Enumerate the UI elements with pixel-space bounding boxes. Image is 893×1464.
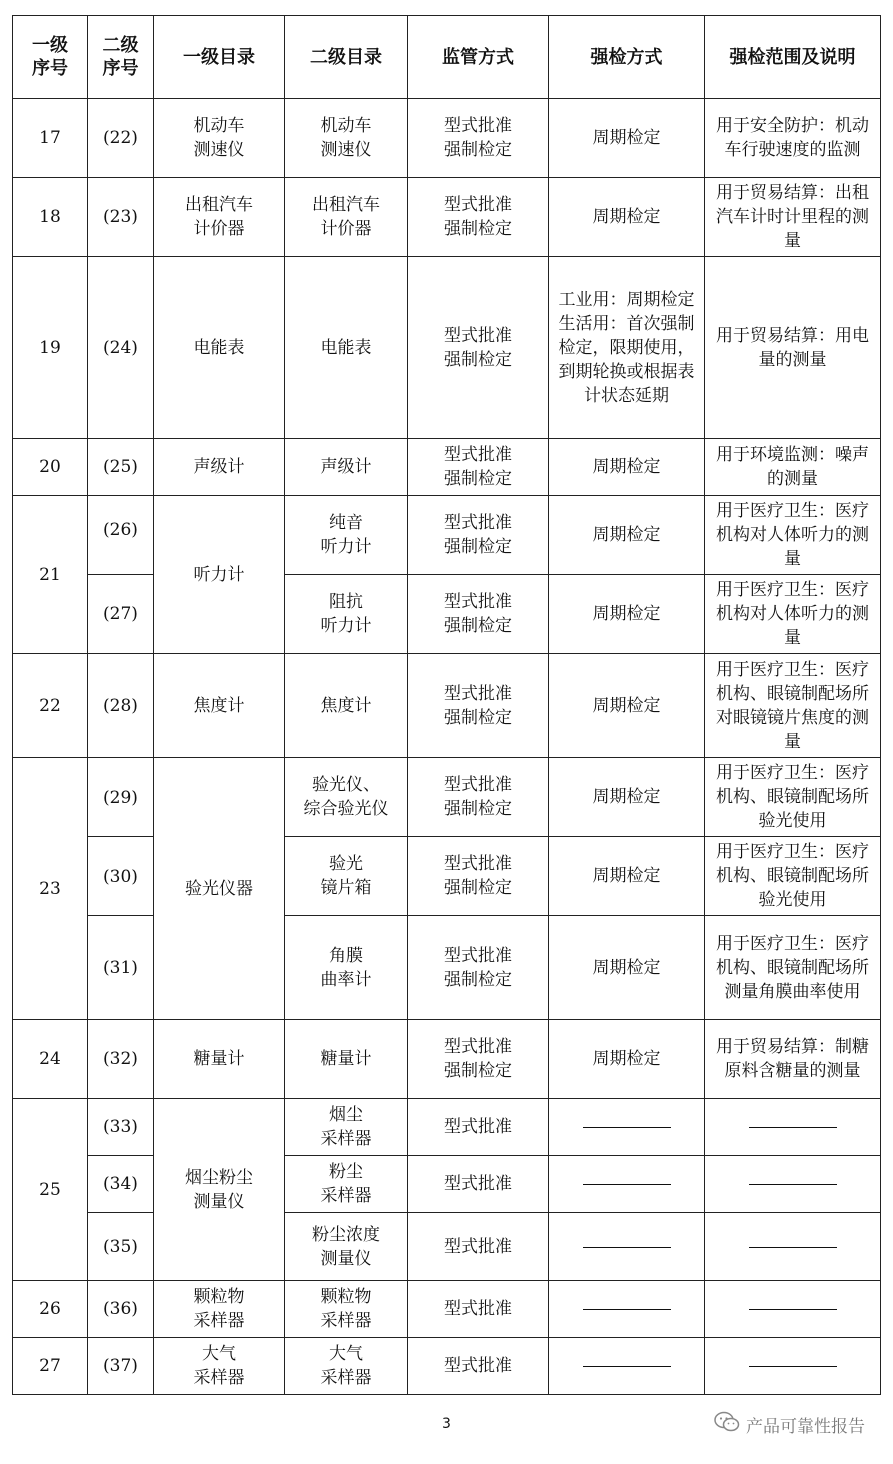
text-line: 烟尘粉尘: [185, 1167, 253, 1188]
watermark-text: 产品可靠性报告: [746, 1417, 865, 1437]
text-line: 电能表: [193, 337, 245, 358]
text-line: 出租汽车: [312, 195, 380, 215]
level2-category: [285, 496, 408, 575]
level1-number: 18: [13, 178, 88, 257]
text-line: 强制检定: [444, 537, 512, 557]
text-line: 听力计: [320, 616, 372, 636]
level2-category: [285, 1156, 408, 1213]
text-line: 纯音: [329, 513, 363, 533]
supervision-method: [408, 916, 549, 1020]
regulation-table: [12, 15, 881, 1395]
level2-number: (30): [88, 837, 154, 916]
text-line: 粉尘浓度: [312, 1224, 380, 1245]
inspection-method-dash: [549, 1213, 705, 1281]
level2-number: (31): [88, 916, 154, 1020]
table-row: [13, 916, 881, 1020]
table-row: [13, 439, 881, 496]
table-row: [13, 257, 881, 439]
level2-category: [285, 837, 408, 916]
inspection-scope: 用于贸易结算：用电量的测量: [705, 257, 881, 439]
table-row: [13, 1281, 881, 1338]
text-line: 出租汽车: [185, 195, 253, 215]
text-line: 型式批准: [444, 445, 512, 465]
level1-number: 21: [13, 496, 88, 654]
supervision-method: [408, 1156, 549, 1213]
text-line: 糖量计: [320, 1049, 372, 1069]
text-line: 镜片箱: [320, 878, 372, 898]
text-line: 生活用：首次强制检定，限期使用，到期轮换或根据表计状态延期: [558, 313, 695, 406]
header-cell: [154, 16, 285, 99]
level2-category: [285, 758, 408, 837]
inspection-method: [549, 257, 705, 439]
text-line: 周期检定: [592, 525, 661, 545]
inspection-method: [549, 916, 705, 1020]
level2-category: [285, 654, 408, 758]
page-number: 3: [442, 1416, 451, 1432]
level1-number: 22: [13, 654, 88, 758]
inspection-scope-dash: [705, 1156, 881, 1213]
text-line: 声级计: [320, 457, 372, 477]
inspection-method: [549, 837, 705, 916]
level2-category: [285, 1020, 408, 1099]
text-line: 机动车: [193, 116, 245, 136]
header-cell: [285, 16, 408, 99]
table-row: [13, 1213, 881, 1281]
supervision-method: [408, 178, 549, 257]
table-row: [13, 575, 881, 654]
level1-category: [154, 1338, 285, 1395]
level2-number: (22): [88, 99, 154, 178]
text-line: 周期检定: [592, 457, 661, 477]
level2-category: [285, 1338, 408, 1395]
inspection-scope-dash: [705, 1281, 881, 1338]
header-cell: [549, 16, 705, 99]
text-line: 验光: [329, 854, 363, 874]
text-line: 焦度计: [320, 695, 372, 716]
text-line: 型式批准: [444, 1299, 512, 1319]
text-line: 测速仪: [320, 140, 372, 160]
text-line: 采样器: [193, 1368, 245, 1388]
text-line: 阻抗: [329, 592, 363, 612]
supervision-method: [408, 496, 549, 575]
level1-category: [154, 178, 285, 257]
inspection-method: [549, 178, 705, 257]
level2-number: (24): [88, 257, 154, 439]
inspection-scope: 用于贸易结算：出租汽车计时计里程的测量: [705, 178, 881, 257]
inspection-scope-dash: [705, 1338, 881, 1395]
text-line: 测量仪: [320, 1248, 372, 1269]
text-line: 电能表: [320, 337, 372, 358]
header-row: [13, 16, 881, 99]
supervision-method: [408, 1099, 549, 1156]
text-line: 型式批准: [444, 683, 512, 704]
supervision-method: [408, 439, 549, 496]
inspection-method-dash: [549, 1338, 705, 1395]
inspection-method: [549, 758, 705, 837]
inspection-scope: 用于医疗卫生：医疗机构、眼镜制配场所验光使用: [705, 837, 881, 916]
text-line: 粉尘: [329, 1162, 363, 1182]
level2-number: (27): [88, 575, 154, 654]
text-line: 听力计: [193, 564, 245, 585]
text-line: 型式批准: [444, 1356, 512, 1376]
text-line: 一级: [32, 35, 68, 56]
level1-category: [154, 496, 285, 654]
level2-number: (35): [88, 1213, 154, 1281]
level1-category: [154, 1281, 285, 1338]
inspection-scope: 用于环境监测：噪声的测量: [705, 439, 881, 496]
level2-number: (25): [88, 439, 154, 496]
level1-category: [154, 257, 285, 439]
text-line: 型式批准: [444, 325, 512, 346]
supervision-method: [408, 1213, 549, 1281]
level1-category: [154, 654, 285, 758]
text-line: 周期检定: [592, 207, 661, 227]
text-line: 二级目录: [310, 46, 382, 68]
level2-number: (23): [88, 178, 154, 257]
inspection-scope: 用于贸易结算：制糖原料含糖量的测量: [705, 1020, 881, 1099]
text-line: 角膜: [329, 945, 363, 966]
text-line: 型式批准: [444, 1236, 512, 1257]
text-line: 大气: [202, 1344, 236, 1364]
text-line: 强制检定: [444, 616, 512, 636]
inspection-scope: 用于安全防护：机动车行驶速度的监测: [705, 99, 881, 178]
level2-category: [285, 575, 408, 654]
text-line: 验光仪、: [312, 775, 380, 795]
text-line: 型式批准: [444, 775, 512, 795]
text-line: 采样器: [320, 1311, 372, 1331]
table-row: [13, 758, 881, 837]
level1-number: 27: [13, 1338, 88, 1395]
text-line: 强制检定: [444, 469, 512, 489]
text-line: 焦度计: [193, 695, 245, 716]
text-line: 周期检定: [592, 1049, 661, 1069]
supervision-method: [408, 837, 549, 916]
level1-category: [154, 758, 285, 1020]
text-line: 糖量计: [193, 1049, 245, 1069]
text-line: 计价器: [193, 219, 245, 239]
header-cell: [705, 16, 881, 99]
text-line: 型式批准: [444, 1117, 512, 1137]
level2-number: (26): [88, 496, 154, 575]
level2-number: (36): [88, 1281, 154, 1338]
text-line: 计价器: [320, 219, 372, 239]
text-line: 二级: [102, 35, 139, 56]
level1-number: 25: [13, 1099, 88, 1281]
text-line: 验光仪器: [185, 878, 253, 899]
text-line: 型式批准: [444, 592, 512, 612]
inspection-method-dash: [549, 1281, 705, 1338]
text-line: 周期检定: [592, 787, 661, 807]
level2-number: (34): [88, 1156, 154, 1213]
table-row: [13, 1338, 881, 1395]
level2-number: (33): [88, 1099, 154, 1156]
text-line: 型式批准: [444, 116, 512, 136]
inspection-method: [549, 496, 705, 575]
text-line: 采样器: [320, 1186, 372, 1206]
text-line: 综合验光仪: [303, 799, 389, 819]
text-line: 强制检定: [444, 140, 512, 160]
level1-number: 26: [13, 1281, 88, 1338]
inspection-scope: 用于医疗卫生：医疗机构、眼镜制配场所验光使用: [705, 758, 881, 837]
level2-category: [285, 439, 408, 496]
text-line: 大气: [329, 1344, 363, 1364]
text-line: 型式批准: [444, 1037, 512, 1057]
supervision-method: [408, 654, 549, 758]
level2-number: (28): [88, 654, 154, 758]
text-line: 采样器: [320, 1368, 372, 1388]
text-line: 周期检定: [592, 128, 661, 148]
supervision-method: [408, 99, 549, 178]
header-cell: [88, 16, 154, 99]
supervision-method: [408, 1338, 549, 1395]
inspection-method: [549, 1020, 705, 1099]
text-line: 序号: [102, 58, 139, 79]
inspection-scope: 用于医疗卫生：医疗机构、眼镜制配场所测量角膜曲率使用: [705, 916, 881, 1020]
table-row: [13, 654, 881, 758]
text-line: 强检方式: [590, 46, 663, 68]
text-line: 强制检定: [444, 878, 512, 898]
table-row: [13, 837, 881, 916]
level2-number: (29): [88, 758, 154, 837]
text-line: 周期检定: [592, 604, 661, 624]
text-line: 型式批准: [444, 195, 512, 215]
table-row: [13, 1020, 881, 1099]
text-line: 监管方式: [442, 46, 514, 68]
text-line: 型式批准: [444, 1174, 512, 1194]
text-line: 烟尘: [329, 1105, 363, 1125]
table-row: [13, 99, 881, 178]
level2-category: [285, 1281, 408, 1338]
text-line: 强制检定: [444, 707, 512, 728]
inspection-method: [549, 99, 705, 178]
level1-category: [154, 1099, 285, 1281]
level1-number: 19: [13, 257, 88, 439]
supervision-method: [408, 1281, 549, 1338]
inspection-method-dash: [549, 1099, 705, 1156]
text-line: 一级目录: [183, 46, 255, 68]
wechat-icon: [714, 1411, 740, 1438]
level2-category: [285, 1099, 408, 1156]
text-line: 颗粒物: [193, 1287, 245, 1307]
level1-number: 23: [13, 758, 88, 1020]
watermark: [714, 1411, 865, 1438]
level1-category: [154, 439, 285, 496]
header-cell: [408, 16, 549, 99]
inspection-scope: 用于医疗卫生：医疗机构、眼镜制配场所对眼镜镜片焦度的测量: [705, 654, 881, 758]
inspection-scope-dash: [705, 1213, 881, 1281]
text-line: 型式批准: [444, 945, 512, 966]
inspection-method: [549, 654, 705, 758]
text-line: 强制检定: [444, 799, 512, 819]
level2-category: [285, 99, 408, 178]
text-line: 强制检定: [444, 219, 512, 239]
text-line: 听力计: [320, 537, 372, 557]
level1-number: 17: [13, 99, 88, 178]
text-line: 型式批准: [444, 854, 512, 874]
text-line: 序号: [32, 58, 68, 79]
supervision-method: [408, 1020, 549, 1099]
level2-number: (32): [88, 1020, 154, 1099]
text-line: 强制检定: [444, 1061, 512, 1081]
level2-category: [285, 916, 408, 1020]
text-line: 机动车: [320, 116, 372, 136]
level1-category: [154, 99, 285, 178]
supervision-method: [408, 575, 549, 654]
level1-number: 20: [13, 439, 88, 496]
inspection-scope-dash: [705, 1099, 881, 1156]
text-line: 声级计: [193, 457, 245, 477]
text-line: 强制检定: [444, 349, 512, 370]
text-line: 型式批准: [444, 513, 512, 533]
table-row: [13, 178, 881, 257]
level1-category: [154, 1020, 285, 1099]
text-line: 强检范围及说明: [729, 46, 856, 68]
header-cell: [13, 16, 88, 99]
inspection-method: [549, 575, 705, 654]
text-line: 周期检定: [592, 957, 661, 978]
level2-category: [285, 257, 408, 439]
level2-number: (37): [88, 1338, 154, 1395]
text-line: 采样器: [193, 1311, 245, 1331]
text-line: 测量仪: [193, 1191, 245, 1212]
level1-number: 24: [13, 1020, 88, 1099]
table-row: [13, 1099, 881, 1156]
text-line: 周期检定: [592, 866, 661, 886]
text-line: 测速仪: [193, 140, 245, 160]
table-row: [13, 496, 881, 575]
inspection-scope: 用于医疗卫生：医疗机构对人体听力的测量: [705, 496, 881, 575]
inspection-method-dash: [549, 1156, 705, 1213]
inspection-method: [549, 439, 705, 496]
supervision-method: [408, 257, 549, 439]
text-line: 工业用：周期检定: [558, 289, 695, 310]
level2-category: [285, 1213, 408, 1281]
supervision-method: [408, 758, 549, 837]
text-line: 采样器: [320, 1129, 372, 1149]
level2-category: [285, 178, 408, 257]
text-line: 颗粒物: [320, 1287, 372, 1307]
inspection-scope: 用于医疗卫生：医疗机构对人体听力的测量: [705, 575, 881, 654]
text-line: 周期检定: [592, 695, 661, 716]
text-line: 强制检定: [444, 969, 512, 990]
table-row: [13, 1156, 881, 1213]
text-line: 曲率计: [320, 969, 372, 990]
